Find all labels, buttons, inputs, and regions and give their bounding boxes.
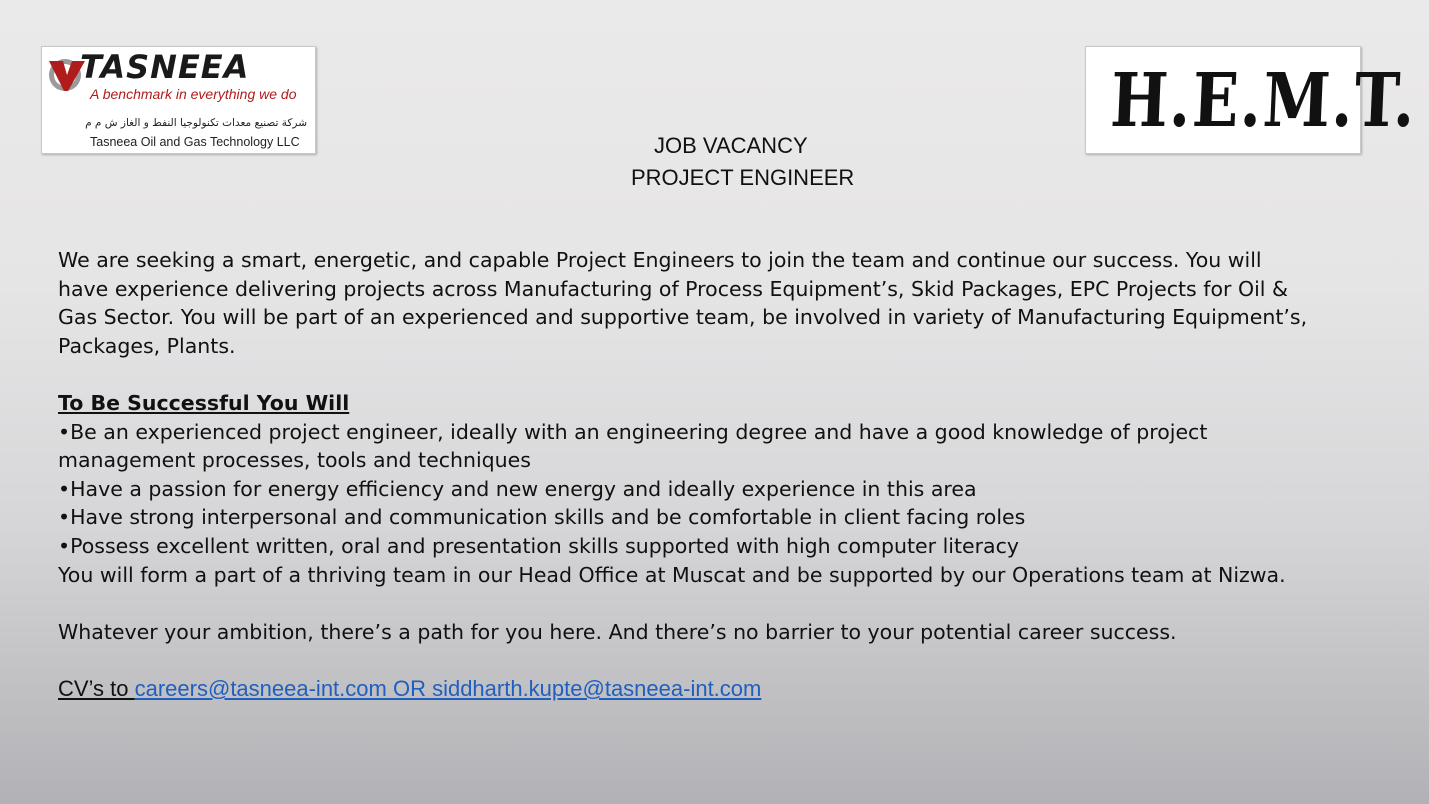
cv-contact xyxy=(58,676,761,702)
bullet-line: •Have strong interpersonal and communication skills and be comfortable in client facing roles xyxy=(58,505,1026,530)
tasneea-logo-english: Tasneea Oil and Gas Technology LLC xyxy=(90,135,300,149)
position-title: PROJECT ENGINEER xyxy=(631,165,855,190)
intro-line: have experience delivering projects across Manufacturing of Process Equipment’s, Skid Packages, EPC Projects for Oil & xyxy=(58,276,1288,301)
bullet-line: •Have a passion for energy efficiency and new energy and ideally experience in this area xyxy=(58,476,977,501)
cv-prefix: CV’s to xyxy=(58,676,135,701)
intro-line: Packages, Plants. xyxy=(58,333,236,358)
ambition-line: Whatever your ambition, there’s a path for you here. And there’s no barrier to your potential career success. xyxy=(58,619,1177,644)
section-title: To Be Successful You Will xyxy=(58,390,350,415)
job-vacancy-heading: JOB VACANCY xyxy=(654,133,808,158)
hemt-logo xyxy=(1085,46,1419,154)
bullet-line: management processes, tools and techniques xyxy=(58,448,531,473)
paragraph-gap xyxy=(58,589,1383,618)
intro-line: Gas Sector. You will be part of an experienced and supportive team, be involved in variety of Manufacturing Equipment’s, xyxy=(58,305,1308,330)
intro-line: We are seeking a smart, energetic, and capable Project Engineers to join the team and continue our success. You will xyxy=(58,248,1262,272)
tasneea-logo-tagline: A benchmark in everything we do xyxy=(90,86,297,102)
tasneea-logo-arabic: شركة تصنيع معدات تكنولوجيا النفط و الغاز ش م م xyxy=(85,117,307,129)
hemt-logo-text: H.E.M.T. xyxy=(1108,58,1419,144)
tasneea-logo-name: TASNEEA xyxy=(80,48,250,86)
tasneea-logo xyxy=(41,46,316,154)
bullet-line: •Possess excellent written, oral and presentation skills supported with high computer literacy xyxy=(58,533,1019,558)
paragraph-gap xyxy=(58,360,1383,389)
bullet-line: •Be an experienced project engineer, ideally with an engineering degree and have a good knowledge of project xyxy=(58,419,1208,444)
job-description xyxy=(58,246,1383,646)
email-links[interactable]: careers@tasneea-int.com OR siddharth.kupte@tasneea-int.com xyxy=(134,676,762,701)
location-line: You will form a part of a thriving team in our Head Office at Muscat and be supported by our Operations team at Nizwa. xyxy=(58,562,1286,587)
